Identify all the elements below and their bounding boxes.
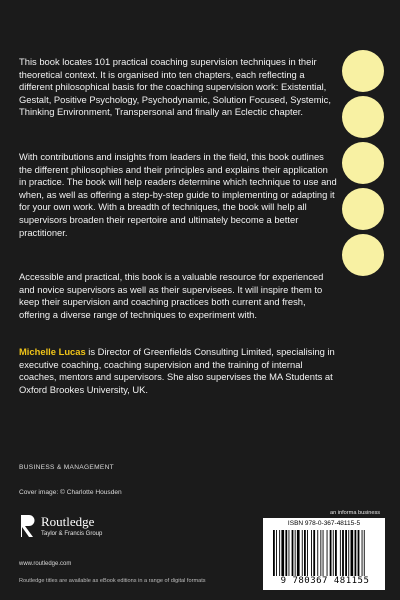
author-bio-text: is Director of Greenfields Consulting Limited, specialising in executive coaching, coaching supervision and the training of internal coaches, mentors and supervisors. She also supervises the MA Students at Oxford Brookes University, UK. (19, 346, 335, 395)
isbn-barcode (263, 518, 385, 590)
barcode-bars (273, 530, 379, 576)
publisher-name: Routledge (41, 514, 95, 529)
isbn-label: ISBN 978-0-367-48115-5 (287, 520, 361, 527)
cover-credit: Cover image: © Charlotte Housden (19, 489, 122, 496)
decorative-dot-1 (342, 50, 384, 92)
routledge-r-icon (19, 513, 37, 539)
publisher-group: Taylor & Francis Group (41, 531, 103, 537)
decorative-dot-4 (342, 188, 384, 230)
author-bio (19, 346, 337, 396)
informa-label: an informa business (330, 510, 381, 516)
description-paragraph-3: Accessible and practical, this book is a valuable resource for experienced and novice supervisors as well as their supervisees. It will inspire them to keep their supervision and coaching practices both current and fresh, offering a diverse range of techniques to experiment with. (19, 271, 324, 320)
description-paragraph-1: This book locates 101 practical coaching supervision techniques in their theoretical context. It is organised into ten chapters, each reflecting a different philosophical basis for the coaching supervision work: Existential, Gestalt, Positive Psychology, Psychodynamic, Solution Focused, Systemic, Thinking Environment, Transpersonal and finally an Eclectic chapter. (19, 56, 331, 118)
publisher-website[interactable]: www.routledge.com (19, 561, 72, 567)
description-paragraph-2: With contributions and insights from leaders in the field, this book outlines the different philosophies and their principles and explains their application in practice. The book will help readers determine which technique to use and when, as well as offering a step-by-step guide to implementing or adapting it for your own work. With a breadth of techniques, the book will help all supervisors broaden their repertoire and ultimately become a better practitioner. (19, 151, 337, 238)
author-name: Michelle Lucas (19, 346, 86, 357)
category-label: BUSINESS & MANAGEMENT (19, 464, 114, 471)
publisher-logo (19, 513, 139, 553)
decorative-dot-5 (342, 234, 384, 276)
isbn-digits: 9 780367 481155 (280, 576, 370, 586)
decorative-dot-2 (342, 96, 384, 138)
decorative-dot-3 (342, 142, 384, 184)
ebook-note: Routledge titles are available as eBook editions in a range of digital formats (19, 578, 206, 584)
